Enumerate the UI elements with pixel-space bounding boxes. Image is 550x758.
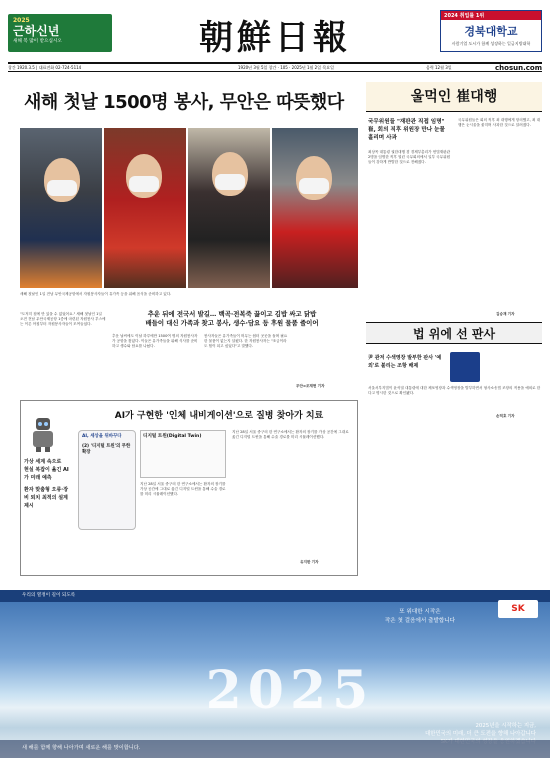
robot-icon [30,418,56,452]
ai-phone-label-1: AI, 세상을 뒤바꾸다 [82,434,122,439]
ai-side-2: 현실 복잡이 옮긴 AI가 미래 예측 [24,467,69,481]
ad-year-art: 2025 [205,660,375,721]
ad-copy-1: 또 위대한 시작은 [399,609,441,615]
right-sub: 국무위원들 "재판관 직접 임명" 崔, 회의 직후 위원장 만나 눈물 흘리며 사과 [368,119,445,141]
opinion-body: 서울서부지법이 윤석열 대통령에 대한 체포영장과 수색영장을 발부하면서 형사소송법 조항의 적용을 예외로 한다고 명시한 것으로 확인됐다. [368,386,541,395]
digital-twin-label: 디지털 트윈(Digital Twin) [143,434,202,439]
right-byline: 김승재 기자 [496,312,515,316]
ad-left-year: 2025 [13,17,30,24]
ad-footer-text: 새 해를 함께 향해 나아가며 새로운 해를 맞이합니다. [22,745,141,751]
meta-center: 1920년 3월 5일 창간 · 105 · 2025년 1월 2일 목요일 [238,65,334,70]
ad-right-banner[interactable] [440,10,542,52]
ai-side-3: 환자 맞춤형 오류·장비 퇴치 최적의 설계 제시 [24,487,69,509]
gavel-icon [450,352,480,382]
deck-line-1: 추운 뒤에 전국서 발길… 백곡·전복죽 끓이고 김밥 싸고 닭밥 [147,310,317,318]
ad-bottom-1: 2025년을 시작하는 지금, [475,723,536,729]
ad-band: 우리의 열정이 길이 되도록 [0,590,550,602]
right-col-a: 최상목 대통령 권한대행 겸 경제부총리가 헌법재판관 2명을 임명한 직후 열린 국무회의에서 일부 국무위원들이 강하게 반발한 것으로 전해졌다. [368,150,451,164]
ad-footer [0,740,550,758]
ad-copy-2: 작은 첫 걸음에서 출발합니다 [384,618,456,624]
main-col-2: 추운 날씨에도 이날 하루에만 1500여 명의 자원봉사자가 공항을 찾았다. 이들은 유가족들을 위해 식사를 준비하고 생수와 담요를 나눴다. [112,334,198,348]
ai-body-2: 지난 28일 서울 중구의 한 연구소에서는 환자의 장기를 가상 공간에 그대로 옮긴 디지털 트윈을 통해 수술 경로를 미리 시뮬레이션했다. [232,430,349,439]
ad-left-sub: 새해 복 많이 받으십시오 [13,39,62,44]
right-column-title: 울먹인 崔대행 [410,89,498,105]
opinion-sub: 尹 관저 수색영장 발부한 판사 '예외'로 불리는 조항 배제 [368,355,442,369]
main-headline[interactable]: 새해 첫날 1500명 봉사, 무안은 따뜻했다 [24,92,344,113]
main-col-1: "도저히 집에 만 있을 수 없었어요." 새해 첫날인 1일 오전 전남 무안국제공항 1층에 마련된 자원봉사 부스에는 이른 아침부터 자원봉사자들이 모여들었다. [20,312,106,326]
ad-right-top: 2024 취업률 1위 [441,11,541,20]
ad-copy [300,608,540,626]
ai-side-1: 가상 세계 속으로 [24,459,62,465]
main-byline: 무안=조재현 기자 [296,384,325,388]
ai-side-text [24,458,72,510]
site-link[interactable]: chosun.com [495,64,542,72]
ad-right-name: 경북대학교 [464,25,518,38]
ai-byline: 유지한 기자 [300,560,319,564]
meta-left: 창간 1920.3.5 | 대표전화 02-724-5114 [8,65,82,70]
ai-body-1: 지난 28일 서울 중구의 한 연구소에서는 환자의 장기를 가상 공간에 그대로 옮긴 디지털 트윈을 통해 수술 경로를 미리 시뮬레이션했다. [140,482,226,496]
meta-bar [8,62,542,72]
ad-bottom-2: 대한민국의 미래, 더 큰 도전을 향해 나아갑니다 [425,731,536,737]
digital-twin-panel [140,430,226,478]
ad-right-sub: 사람기업 도시가 함께 성장하는 일급지방대학 [451,41,531,46]
photo-caption: 새해 첫날인 1일 전남 무안국제공항에서 자원봉사자들이 유가족 등을 위해 음식을 준비하고 있다. [20,292,172,296]
masthead-title: 朝鮮日報 [199,18,351,58]
main-deck [112,310,352,328]
right-col-b: 국무위원들은 회의 직후 최 대행에게 항의했고, 최 대행은 눈시울을 붉히며 사과한 것으로 알려졌다. [458,118,541,127]
meta-lunar: 음력 12월 3일 [426,65,452,70]
ai-phone-label-2: (2) '디지털 트윈'의 무한 확장 [82,444,131,455]
photo-volunteer-2 [104,128,186,288]
ai-title[interactable]: AI가 구현한 '인체 내비게이션'으로 질병 찾아가 치료 [114,411,324,421]
right-column-header[interactable] [366,82,542,112]
deck-line-2: 배들이 대신 가족과 찾고 봉사, 생수·담요 등 후원 물품 줄이어 [145,319,319,327]
photo-volunteer-4 [272,128,358,288]
opinion-byline: 손덕호 기자 [496,414,515,418]
ad-left-headline: 근하신년 [13,24,60,38]
main-col-3: 봉사자들은 유가족들이 머무는 쉼터 곳곳을 돌며 필요한 물품이 없는지 살폈다. 한 자원봉사자는 "조금이라도 힘이 되고 싶었다"고 말했다. [204,334,288,348]
photo-volunteer-3 [188,128,270,288]
sk-logo: SK [498,600,538,618]
opinion-title: 법 위에 선 판사 [412,327,496,341]
photo-volunteer-1 [20,128,102,288]
ai-phone-graphic [78,430,136,530]
opinion-header[interactable] [366,322,542,344]
ad-left-banner[interactable] [8,14,112,52]
